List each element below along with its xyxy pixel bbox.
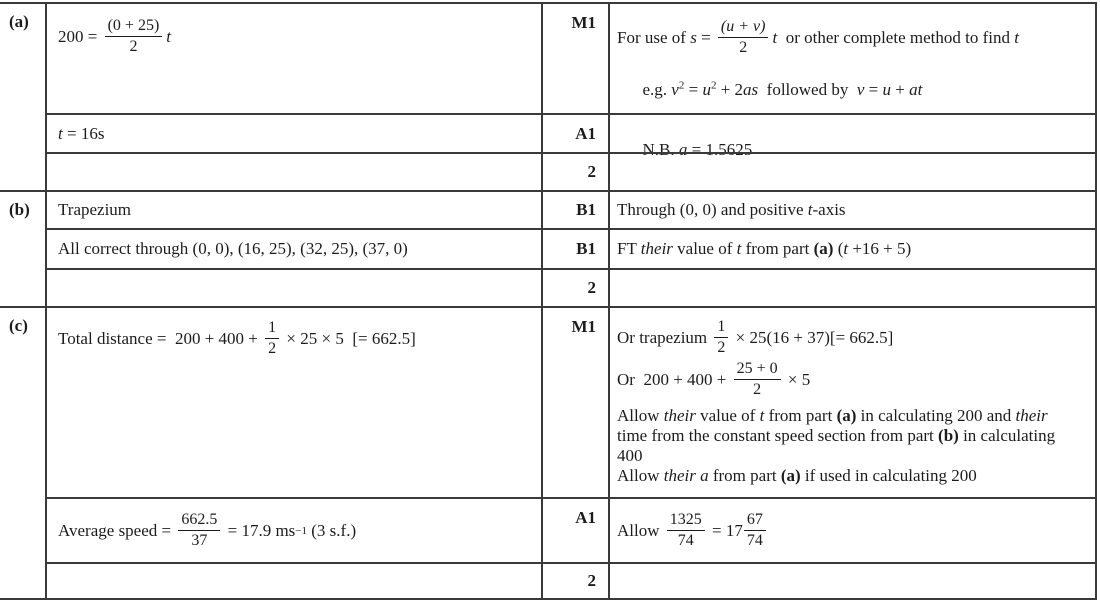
comment-line (617, 18, 1081, 58)
fraction (718, 18, 769, 58)
part-b-working-row2 (47, 230, 543, 270)
fraction-numerator: 25 + 0 (734, 360, 781, 380)
math-variable: t (1014, 27, 1019, 47)
text-segment: in calculating 400 (617, 425, 1056, 465)
comment-cell-a2-empty (610, 115, 1097, 154)
superscript: 2 (678, 79, 685, 92)
mark-cell-b1 (543, 192, 610, 230)
math-variable: a (678, 139, 688, 159)
math-variable: t (759, 405, 765, 425)
text-segment: × 25 × 5 [= 662.5] (282, 328, 416, 348)
text-segment: = 17.9 ms (223, 520, 296, 540)
equation: Average speed = $\frac{662.5}{37}$ = 17.9 ms −1 (3 s.f.) (58, 510, 357, 549)
part-label-a (0, 4, 47, 192)
mark-total-cell-a (543, 154, 610, 192)
text-segment: × 5 (783, 369, 811, 389)
part-reference: (a) (780, 465, 801, 485)
fraction-numerator: 662.5 (178, 511, 220, 531)
part-label-text: (a) (9, 12, 29, 31)
math-variable: t (807, 200, 813, 219)
text-segment: = (684, 79, 703, 99)
mark-cell-b2 (543, 230, 610, 270)
fraction (178, 511, 220, 551)
text-segment: × 25(16 + 37) (731, 327, 830, 347)
fraction-denominator: 37 (191, 532, 208, 549)
part-label-c (0, 308, 47, 600)
text-segment: in calculating 200 and (856, 405, 1016, 425)
fraction (667, 511, 705, 551)
fraction (105, 17, 163, 57)
comment-cell-b2 (610, 230, 1097, 270)
comment-paragraph (617, 406, 1081, 466)
comment-cell-b1 (610, 192, 1097, 230)
comment-cell-c3-empty (610, 564, 1097, 600)
comment-line (617, 239, 911, 259)
math-variable: u (702, 79, 711, 99)
fraction-numerator: 67 (744, 511, 766, 531)
emphasis-their: their (1015, 405, 1048, 425)
part-a-working-row1 (47, 4, 543, 115)
fraction-numerator: 1 (265, 319, 279, 339)
mark-scheme-table (0, 2, 1097, 600)
part-reference: (a) (836, 405, 857, 425)
mark-total-text: 2 (587, 278, 596, 297)
superscript: 2 (710, 79, 717, 92)
part-c-working-row1 (47, 308, 543, 499)
text-segment: + (890, 79, 910, 99)
text-segment: All correct through (0, 0), (16, 25), (32, 25), (37, 0) (58, 239, 408, 258)
text-segment: Average speed = (58, 520, 176, 540)
text-segment: value of (672, 239, 737, 258)
math-variable: t (736, 239, 742, 258)
part-label-b (0, 192, 47, 308)
fraction-numerator: 1 (714, 318, 728, 338)
part-a-working-row2 (47, 115, 543, 154)
text-segment: + 2 (716, 79, 744, 99)
mark-text: A1 (575, 123, 596, 143)
part-b-working-row1 (47, 192, 543, 230)
fraction-numerator: (0 + 25) (105, 17, 163, 37)
math-variable: t (166, 26, 172, 46)
math-variable: t (58, 123, 63, 143)
mark-cell-c1 (543, 308, 610, 499)
math-variable: t (772, 27, 778, 47)
mark-total-text: 2 (587, 162, 596, 181)
fraction (714, 318, 728, 358)
text-segment: Total distance = 200 + 400 + (58, 328, 263, 348)
text-segment: Allow (617, 465, 664, 485)
fraction-numerator: (u + v) (718, 18, 769, 38)
text-segment: (3 s.f.) (307, 520, 357, 540)
text-segment: FT (617, 239, 641, 258)
equation (58, 124, 104, 144)
text-segment: +16 + 5) (848, 239, 912, 258)
mark-text: M1 (571, 317, 596, 336)
comment-line (617, 360, 1081, 400)
mark-total-text: 2 (587, 571, 596, 590)
math-variable: as (743, 79, 759, 99)
comment-line (617, 61, 1081, 118)
mark-total-cell-b (543, 270, 610, 308)
text-segment: Or 200 + 400 + (617, 369, 731, 389)
comment-cell-a1 (610, 4, 1097, 159)
mark-text: A1 (575, 508, 596, 527)
part-a-working-row3-empty (47, 154, 543, 192)
math-variable: at (909, 79, 923, 99)
fraction-denominator: 74 (746, 532, 763, 549)
mark-cell-a2 (543, 115, 610, 154)
math-variable: u (882, 79, 891, 99)
text-segment: ( (833, 239, 844, 258)
text-segment: Through (0, 0) and positive (617, 200, 808, 219)
fraction (734, 360, 781, 400)
part-label-text: (b) (9, 200, 30, 219)
comment-cell-b3-empty (610, 270, 1097, 308)
text-segment: if used in calculating 200 (800, 465, 977, 485)
text-segment: 200 = (58, 26, 102, 46)
math-variable: s (690, 27, 697, 47)
text-segment: -axis (812, 200, 846, 219)
part-c-working-row3-empty (47, 564, 543, 600)
text-segment: from part (741, 239, 814, 258)
mark-cell-a1 (543, 4, 610, 115)
part-c-working-row2 (47, 499, 543, 564)
text-segment: followed by (758, 79, 857, 99)
mark-text: B1 (576, 239, 596, 258)
equation (58, 319, 541, 359)
math-variable: v (671, 79, 679, 99)
emphasis-their-a: their a (663, 465, 709, 485)
text-segment: value of (695, 405, 760, 425)
text-segment: from part (764, 405, 837, 425)
text-segment: or other complete method to find (777, 27, 1015, 47)
part-reference: (b) (938, 425, 959, 445)
fraction-denominator: 74 (677, 532, 694, 549)
emphasis-their: their (663, 405, 696, 425)
text-segment: = (864, 79, 883, 99)
text-segment: Allow (617, 405, 664, 425)
comment-cell-c2 (610, 499, 1097, 564)
fraction (265, 319, 279, 359)
part-b-working-row3-empty (47, 270, 543, 308)
comment-cell-c1 (610, 308, 1097, 499)
text-segment: For use of (617, 27, 691, 47)
comment-cell-a3-empty (610, 154, 1097, 192)
fraction-denominator: 2 (129, 38, 138, 56)
comment-line (617, 318, 1081, 358)
part-label-text: (c) (9, 316, 28, 335)
text-segment: e.g. (642, 79, 672, 99)
math-variable: v (856, 79, 865, 99)
text-segment: from part (708, 465, 781, 485)
fraction-denominator: 2 (717, 339, 726, 357)
text-segment: = 17 (707, 520, 743, 540)
text-segment: = 1.5625 (687, 139, 753, 159)
text-segment: [= 662.5] (829, 327, 894, 347)
part-reference: (a) (813, 239, 834, 258)
emphasis-their: their (640, 239, 673, 258)
fraction-denominator: 2 (739, 39, 748, 57)
fraction (744, 511, 766, 551)
mark-text: M1 (571, 13, 596, 32)
comment-line (617, 511, 769, 551)
mark-total-cell-c (543, 564, 610, 600)
text-segment: Or trapezium (617, 327, 712, 347)
fraction-denominator: 2 (753, 381, 762, 399)
text-segment: time from the constant speed section from part (617, 425, 939, 445)
comment-line (617, 466, 1081, 486)
text-segment: = 16s (62, 123, 105, 143)
math-variable: t (843, 239, 849, 258)
mark-cell-c2 (543, 499, 610, 564)
text-segment: = (696, 27, 715, 47)
mark-text: B1 (576, 200, 596, 219)
comment-line (617, 200, 846, 220)
fraction-numerator: 1325 (667, 511, 705, 531)
equation (58, 17, 541, 57)
text-segment: N.B. (642, 139, 679, 159)
text-segment: Trapezium (58, 200, 132, 219)
fraction-denominator: 2 (268, 340, 277, 358)
text-segment: Allow (617, 520, 664, 540)
